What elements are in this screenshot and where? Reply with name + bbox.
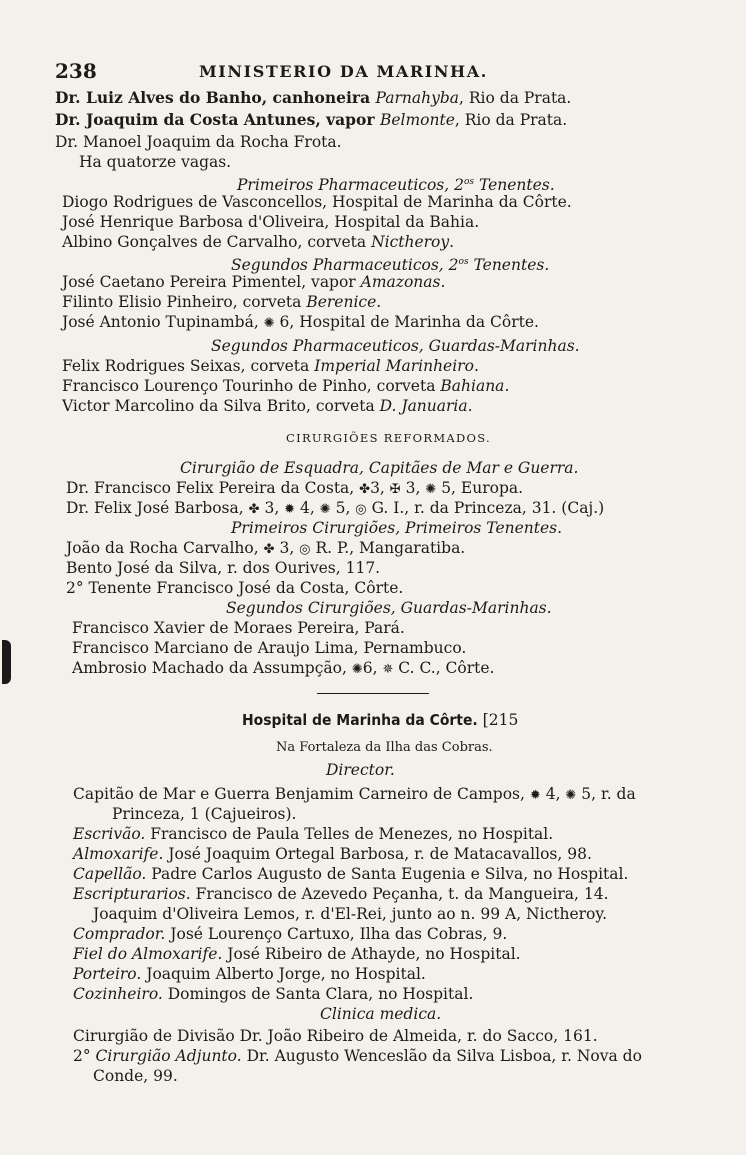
entry-line: Escrivão. Francisco de Paula Telles de Menezes, no Hospital. [73,825,554,843]
entry-line: 2° Cirurgião Adjunto. Dr. Augusto Wenceslão da Silva Lisboa, r. Nova do [73,1047,642,1065]
entry-line: Princeza, 1 (Cajueiros). [112,805,297,823]
entry-line: Joaquim d'Oliveira Lemos, r. d'El-Rei, junto ao n. 99 A, Nictheroy. [93,905,607,923]
rose-order-icon: ✤ [248,502,260,517]
hospital-title: Hospital de Marinha da Côrte. [215 [242,711,519,729]
entry-line: Comprador. José Lourenço Cartuxo, Ilha das Cobras, 9. [73,925,508,943]
entry-line: Porteiro. Joaquim Alberto Jorge, no Hospital. [73,965,426,983]
subsection-heading: Cirurgião de Esquadra, Capitães de Mar e Guerra. [180,459,579,477]
entry-line: José Caetano Pereira Pimentel, vapor Amazonas. [62,273,446,291]
entry-line: Francisco Marciano de Araujo Lima, Pernambuco. [72,639,467,657]
entry-line: Cirurgião de Divisão Dr. João Ribeiro de Almeida, r. do Sacco, 161. [73,1027,598,1045]
entry-line: Conde, 99. [93,1067,178,1085]
star-order-icon: ✹ [529,788,541,803]
section-heading: CIRURGIÕES REFORMADOS. [286,431,492,445]
entry-line: Cozinheiro. Domingos de Santa Clara, no Hospital. [73,985,474,1003]
section-heading: Clinica medica. [320,1005,442,1023]
entry-line: Fiel do Almoxarife. José Ribeiro de Athayde, no Hospital. [73,945,521,963]
entry-line: Francisco Lourenço Tourinho de Pinho, corveta Bahiana. [62,377,510,395]
order-medal-icon: ✺ [351,662,363,677]
entry-line: Bento José da Silva, r. dos Ourives, 117. [66,559,381,577]
section-divider [317,693,429,694]
rose-order-icon: ✤ [263,542,275,557]
order-medal-icon: ✺ [263,316,275,331]
hospital-location: Na Fortaleza da Ilha das Cobras. [276,740,493,755]
entry-line: José Henrique Barbosa d'Oliveira, Hospital da Bahia. [62,213,480,231]
entry-line: Francisco Xavier de Moraes Pereira, Pará. [72,619,405,637]
section-heading: Segundos Pharmaceuticos, Guardas-Marinhas. [211,337,580,355]
section-heading: Director. [326,761,395,779]
entry-line: Albino Gonçalves de Carvalho, corveta Nictheroy. [62,233,455,251]
star-order-icon: ✹ [284,502,296,517]
entry-line: Dr. Manoel Joaquim da Rocha Frota. [55,133,342,151]
entry-line: Filinto Elisio Pinheiro, corveta Berenice. [62,293,382,311]
entry-line: Dr. Felix José Barbosa, ✤ 3, ✹ 4, ✺ 5, ◎ G. I., r. da Princeza, 31. (Caj.) [66,499,605,517]
section-heading: Segundos Pharmaceuticos, $2^{os}$ Tenentes. [231,256,550,275]
entry-line: Felix Rodrigues Seixas, corveta Imperial Marinheiro. [62,357,479,375]
section-heading: Primeiros Pharmaceuticos, $2^{os}$ Tenentes. [237,176,555,195]
entry-line: Capitão de Mar e Guerra Benjamim Carneiro de Campos, ✹ 4, ✺ 5, r. da [73,785,636,803]
subsection-heading: Primeiros Cirurgiões, Primeiros Tenentes. [231,519,563,537]
entry-line: Diogo Rodrigues de Vasconcellos, Hospital de Marinha da Côrte. [62,193,572,211]
snowflake-order-icon: ✵ [382,662,394,677]
entry-line: Victor Marcolino da Silva Brito, corveta D. Januaria. [62,397,473,415]
order-medal-icon: ✺ [565,788,577,803]
entry-line: Dr. Joaquim da Costa Antunes, vapor Belmonte, Rio da Prata. [55,110,568,129]
page-number: 238 [55,59,97,83]
page-title: MINISTERIO DA MARINHA. [199,62,488,81]
entry-line: Dr. Luiz Alves do Banho, canhoneira Parnahyba, Rio da Prata. [55,88,572,107]
circle-order-icon: ◎ [299,542,311,557]
cross-order-icon: ✠ [389,482,401,497]
rose-order-icon: ✤ [359,482,371,497]
order-medal-icon: ✺ [425,482,437,497]
entry-line: João da Rocha Carvalho, ✤ 3, ◎ R. P., Mangaratiba. [66,539,466,557]
order-medal-icon: ✺ [319,502,331,517]
entry-line: 2° Tenente Francisco José da Costa, Côrte. [66,579,404,597]
entry-line: Capellão. Padre Carlos Augusto de Santa Eugenia e Silva, no Hospital. [73,865,629,883]
subsection-heading: Segundos Cirurgiões, Guardas-Marinhas. [226,599,552,617]
entry-line: José Antonio Tupinambá, ✺ 6, Hospital de Marinha da Côrte. [62,313,539,331]
entry-line: Almoxarife. José Joaquim Ortegal Barbosa, r. de Matacavallos, 98. [73,845,592,863]
entry-line: Dr. Francisco Felix Pereira da Costa, ✤3, ✠ 3, ✺ 5, Europa. [66,479,524,497]
entry-line: Ha quatorze vagas. [79,153,232,171]
entry-line: Escripturarios. Francisco de Azevedo Peçanha, t. da Mangueira, 14. [73,885,609,903]
circle-order-icon: ◎ [355,502,367,517]
entry-line: Ambrosio Machado da Assumpção, ✺6, ✵ C. C., Côrte. [72,659,495,677]
